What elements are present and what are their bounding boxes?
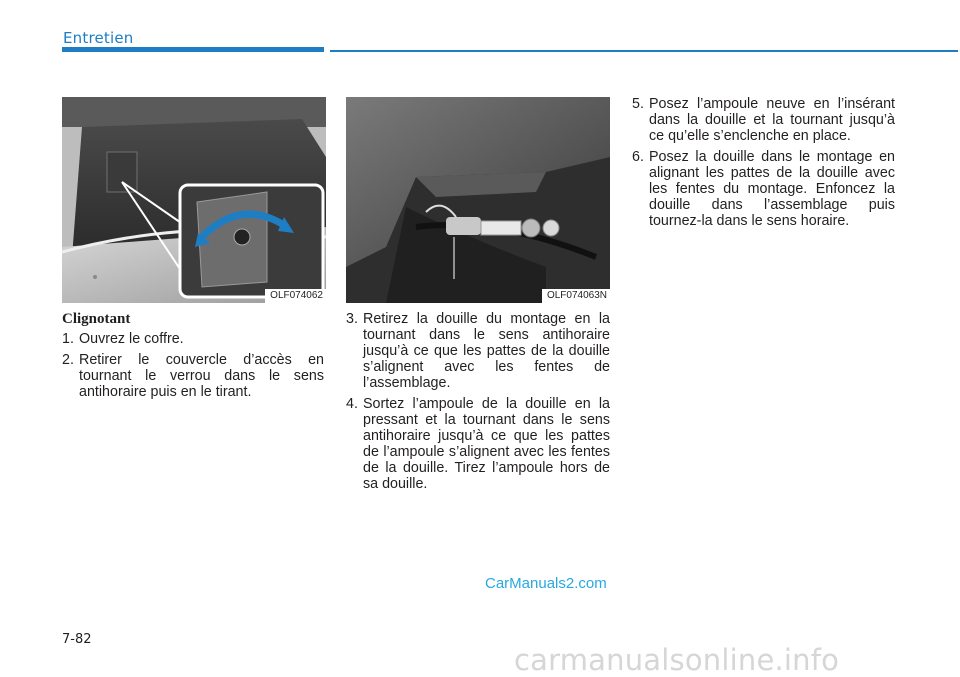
column-1 — [62, 331, 324, 405]
column-3 — [632, 96, 895, 234]
step-item — [346, 311, 610, 391]
figure-trunk-access-cover — [62, 97, 326, 303]
step-item — [62, 352, 324, 400]
footer-watermark: carmanualsonline.info — [514, 643, 840, 677]
step-item — [346, 396, 610, 492]
step-number: 3. — [346, 311, 358, 327]
step-text: Posez l’ampoule neuve en l’insérant dans la douille et la tournant jusqu’à ce qu’elle s’enclenche en place. — [649, 96, 895, 144]
step-number: 1. — [62, 331, 74, 347]
step-text: Sortez l’ampoule de la douille en la pressant et la tournant dans le sens antihoraire jusqu’à ce que les pattes de l’ampoule s’alignent avec les fentes de la douille. Tirez l’ampoule hors de sa douille. — [363, 396, 610, 492]
trunk-illustration — [62, 97, 326, 303]
column-2 — [346, 311, 610, 497]
socket-illustration — [346, 97, 610, 303]
header-rule-thin — [330, 50, 958, 52]
page-number: 7-82 — [62, 632, 92, 647]
figure-bulb-socket — [346, 97, 610, 303]
section-title: Entretien — [63, 29, 134, 47]
step-number: 5. — [632, 96, 644, 112]
figure-code: OLF074063N — [542, 289, 610, 303]
figure-code: OLF074062 — [265, 289, 326, 303]
step-item — [632, 96, 895, 144]
step-text: Posez la douille dans le montage en alignant les pattes de la douille avec les fentes du montage. Enfoncez la douille dans l’assemblage puis tournez-la dans le sens horaire. — [649, 149, 895, 229]
steps-list — [346, 311, 610, 492]
step-text: Retirez la douille du montage en la tournant dans le sens antihoraire jusqu’à ce que les pattes de la douille s’alignent avec les fentes de l’assemblage. — [363, 311, 610, 391]
steps-list — [632, 96, 895, 229]
step-item — [632, 149, 895, 229]
watermark-link[interactable]: CarManuals2.com — [485, 575, 607, 592]
step-number: 4. — [346, 396, 358, 412]
step-text: Ouvrez le coffre. — [79, 331, 184, 347]
header-rule-thick — [62, 47, 324, 52]
step-item — [62, 331, 324, 347]
step-text: Retirer le couvercle d’accès en tournant le verrou dans le sens antihoraire puis en le tirant. — [79, 352, 324, 400]
section-heading: Clignotant — [62, 311, 131, 327]
callout-clignotant: Clignotant — [432, 281, 473, 291]
step-number: 6. — [632, 149, 644, 165]
steps-list — [62, 331, 324, 400]
step-number: 2. — [62, 352, 74, 368]
